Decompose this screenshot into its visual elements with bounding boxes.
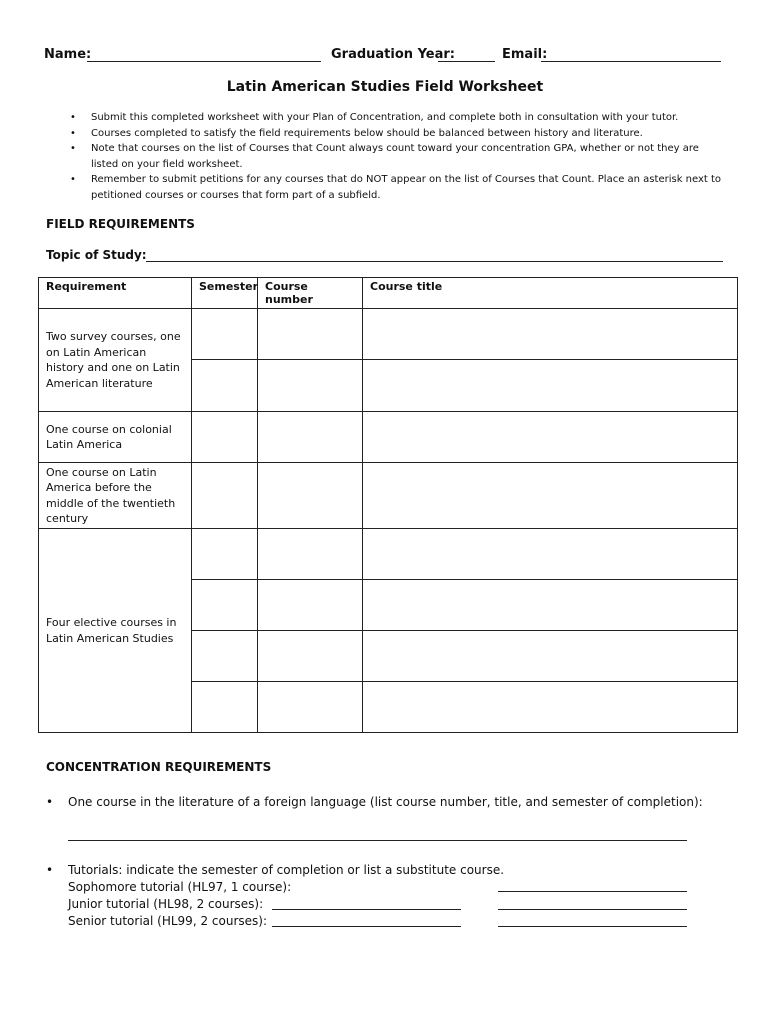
graduation-year-field[interactable]: [438, 47, 495, 62]
course-title-cell[interactable]: [363, 580, 738, 631]
semester-cell[interactable]: [192, 580, 258, 631]
course-number-cell[interactable]: [258, 529, 363, 580]
junior-tutorial-label: Junior tutorial (HL98, 2 courses):: [68, 897, 264, 911]
course-number-cell[interactable]: [258, 631, 363, 682]
requirements-table: [38, 277, 738, 733]
course-number-cell[interactable]: [258, 412, 363, 463]
list-item: • Courses completed to satisfy the field requirements below should be balanced between history and literature.: [70, 126, 725, 142]
email-field[interactable]: [541, 47, 721, 62]
tutorials-intro: Tutorials: indicate the semester of completion or list a substitute course.: [68, 863, 505, 877]
table-row: [39, 529, 738, 580]
column-header: Requirement: [39, 278, 192, 309]
course-number-cell[interactable]: [258, 682, 363, 733]
course-title-cell[interactable]: [363, 682, 738, 733]
course-title-cell[interactable]: [363, 529, 738, 580]
bullet-icon: •: [46, 863, 54, 877]
senior-tutorial-field-1[interactable]: [272, 916, 461, 927]
requirement-cell: One course on colonial Latin America: [39, 412, 192, 463]
table-row: [39, 463, 738, 529]
name-field[interactable]: [87, 47, 321, 62]
foreign-literature-requirement: One course in the literature of a foreign language (list course number, title, and semester of completion):: [68, 795, 703, 809]
bullet-icon: •: [70, 174, 76, 185]
junior-tutorial-field-1[interactable]: [272, 899, 461, 910]
semester-cell[interactable]: [192, 529, 258, 580]
topic-of-study-field[interactable]: [146, 247, 723, 262]
semester-cell[interactable]: [192, 631, 258, 682]
list-item: • Note that courses on the list of Courses that Count always count toward your concentration GPA, whether or not they are listed on your field worksheet.: [70, 141, 725, 172]
semester-cell[interactable]: [192, 682, 258, 733]
list-item: • Submit this completed worksheet with your Plan of Concentration, and complete both in consultation with your tutor.: [70, 110, 725, 126]
instructions-list: [70, 110, 725, 203]
graduation-year-label: Graduation Year:: [331, 47, 455, 62]
sophomore-tutorial-field[interactable]: [498, 881, 687, 892]
column-header: Course number: [258, 278, 363, 309]
table-header-row: [39, 278, 738, 309]
column-header: Semester: [192, 278, 258, 309]
course-title-cell[interactable]: [363, 412, 738, 463]
requirement-cell: One course on Latin America before the middle of the twentieth century: [39, 463, 192, 529]
list-item: • Remember to submit petitions for any courses that do NOT appear on the list of Courses that Count. Place an asterisk next to petitioned courses or courses that form part of a subfield.: [70, 172, 725, 203]
table-row: [39, 309, 738, 360]
semester-cell[interactable]: [192, 360, 258, 412]
name-label: Name:: [44, 47, 92, 62]
course-title-cell[interactable]: [363, 309, 738, 360]
junior-tutorial-field-2[interactable]: [498, 899, 687, 910]
bullet-icon: •: [46, 795, 54, 809]
bullet-icon: •: [70, 143, 76, 154]
sophomore-tutorial-label: Sophomore tutorial (HL97, 1 course):: [68, 880, 292, 894]
topic-of-study-label: Topic of Study:: [46, 248, 147, 262]
bullet-icon: •: [70, 112, 76, 123]
foreign-literature-field[interactable]: [68, 840, 687, 841]
course-number-cell[interactable]: [258, 360, 363, 412]
senior-tutorial-label: Senior tutorial (HL99, 2 courses):: [68, 914, 267, 928]
semester-cell[interactable]: [192, 412, 258, 463]
table-row: [39, 412, 738, 463]
bullet-icon: •: [70, 127, 76, 139]
course-number-cell[interactable]: [258, 309, 363, 360]
page-title: Latin American Studies Field Worksheet: [226, 79, 544, 95]
senior-tutorial-field-2[interactable]: [498, 916, 687, 927]
semester-cell[interactable]: [192, 309, 258, 360]
concentration-requirements-heading: CONCENTRATION REQUIREMENTS: [46, 760, 272, 774]
requirement-cell: Four elective courses in Latin American Studies: [39, 529, 192, 733]
course-title-cell[interactable]: [363, 463, 738, 529]
column-header: Course title: [363, 278, 738, 309]
course-title-cell[interactable]: [363, 360, 738, 412]
semester-cell[interactable]: [192, 463, 258, 529]
email-label: Email:: [502, 47, 548, 62]
course-title-cell[interactable]: [363, 631, 738, 682]
course-number-cell[interactable]: [258, 580, 363, 631]
field-requirements-heading: FIELD REQUIREMENTS: [46, 217, 195, 231]
course-number-cell[interactable]: [258, 463, 363, 529]
requirement-cell: Two survey courses, one on Latin American history and one on Latin American literature: [39, 309, 192, 412]
